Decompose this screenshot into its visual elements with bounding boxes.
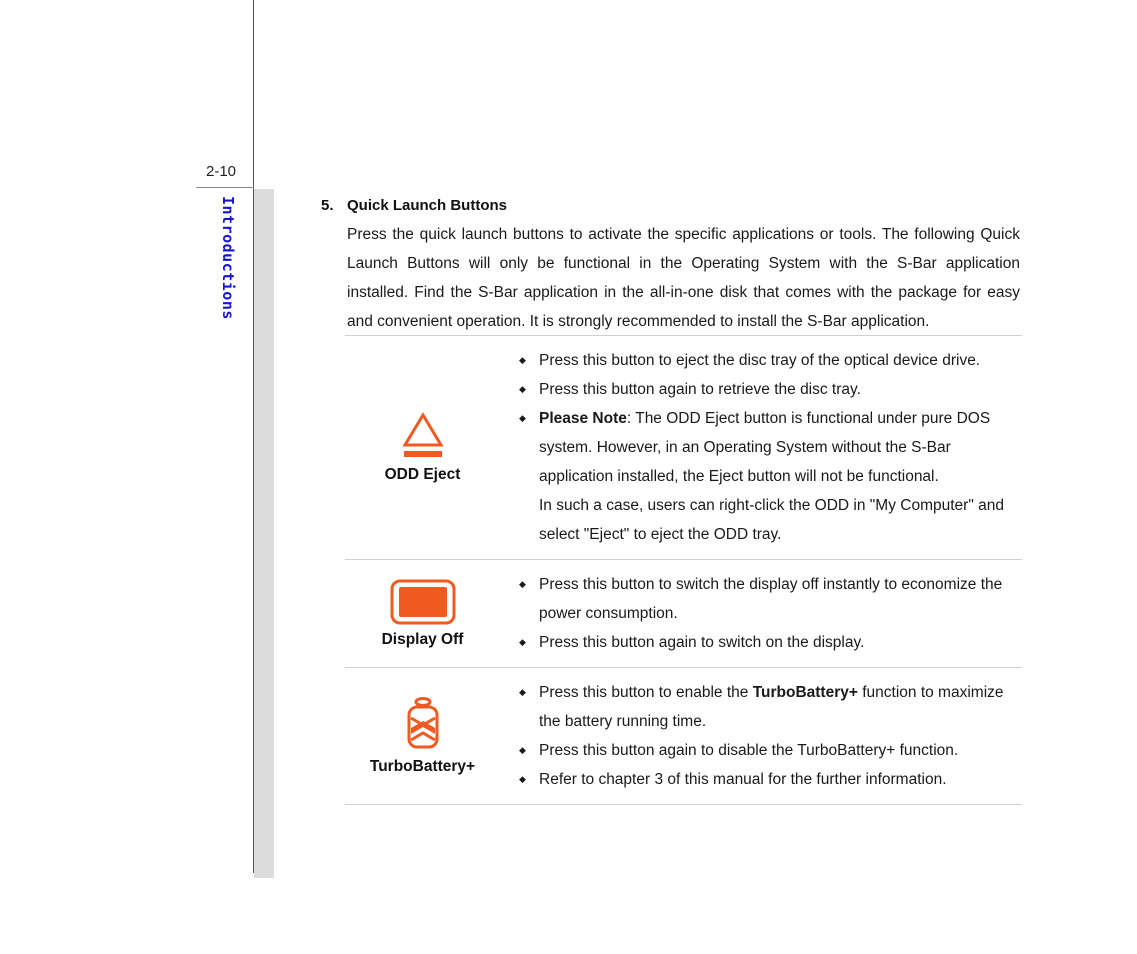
- diamond-bullet-icon: ◆: [519, 637, 526, 647]
- diamond-bullet-icon: ◆: [519, 745, 526, 755]
- page-number: 2-10: [206, 163, 237, 180]
- list-item: ◆ Refer to chapter 3 of this manual for the further information.: [519, 771, 947, 788]
- bullet-list: [500, 336, 1022, 559]
- table-row: [345, 668, 1022, 805]
- quick-launch-table: [345, 335, 1022, 805]
- diamond-bullet-icon: ◆: [519, 687, 526, 697]
- button-name: ODD Eject: [384, 465, 461, 483]
- side-gray-bar: [254, 189, 274, 878]
- list-item: ◆ Press this button again to switch on the display.: [519, 634, 865, 651]
- bullet-list: [500, 560, 1022, 667]
- section-heading: [321, 197, 507, 214]
- eject-icon: [345, 412, 500, 460]
- display-off-icon: [345, 579, 500, 625]
- diamond-bullet-icon: ◆: [519, 413, 526, 423]
- side-chapter-title: Introductions: [219, 196, 237, 320]
- note-extra: In such a case, users can right-click the ODD in "My Computer" and select "Eject" to eject the ODD tray.: [539, 497, 1004, 543]
- button-cell-odd-eject: [345, 336, 500, 560]
- button-name: TurboBattery+: [369, 758, 476, 775]
- list-item: ◆ Press this button again to retrieve the disc tray.: [519, 381, 861, 398]
- list-item: ◆ Press this button to switch the display off instantly to economize the power consumption.: [519, 576, 1003, 622]
- list-item: ◆ Press this button to enable the TurboBattery+ function to maximize the battery running time.: [519, 684, 1004, 730]
- table-row: [345, 560, 1022, 668]
- turbo-battery-icon: [345, 696, 500, 752]
- page-number-rule: [196, 187, 254, 188]
- diamond-bullet-icon: ◆: [519, 579, 526, 589]
- description-cell: [500, 336, 1022, 560]
- button-cell-display-off: [345, 560, 500, 668]
- list-item: ◆ Please Note: The ODD Eject button is functional under pure DOS system. However, in an Operating System without the S-Bar application installed, the Eject button will not be functional. In such a case, users can right-click the ODD in "My Computer" and select "Eject" to eject the ODD tray.: [519, 410, 1004, 543]
- note-label: Please Note: [539, 410, 627, 427]
- button-name: Display Off: [381, 630, 464, 648]
- section-number: 5.: [321, 197, 334, 214]
- table-row: [345, 336, 1022, 560]
- section-title: Quick Launch Buttons: [347, 197, 508, 214]
- description-cell: [500, 560, 1022, 668]
- diamond-bullet-icon: ◆: [519, 384, 526, 394]
- description-cell: [500, 668, 1022, 805]
- diamond-bullet-icon: ◆: [519, 774, 526, 784]
- list-item: ◆ Press this button again to disable the TurboBattery+ function.: [519, 742, 959, 759]
- list-item: ◆ Press this button to eject the disc tray of the optical device drive.: [519, 352, 981, 369]
- diamond-bullet-icon: ◆: [519, 355, 526, 365]
- button-cell-turbo-battery: [345, 668, 500, 805]
- emphasis: TurboBattery+: [752, 684, 858, 701]
- section-intro: Press the quick launch buttons to activate the specific applications or tools. The following Quick Launch Buttons will only be functional in the Operating System with the S-Bar application installed. Find the S-Bar application in the all-in-one disk that comes with the package for easy and convenient operation. It is strongly recommended to install the S-Bar application.: [347, 226, 1020, 330]
- bullet-list: [500, 668, 1022, 804]
